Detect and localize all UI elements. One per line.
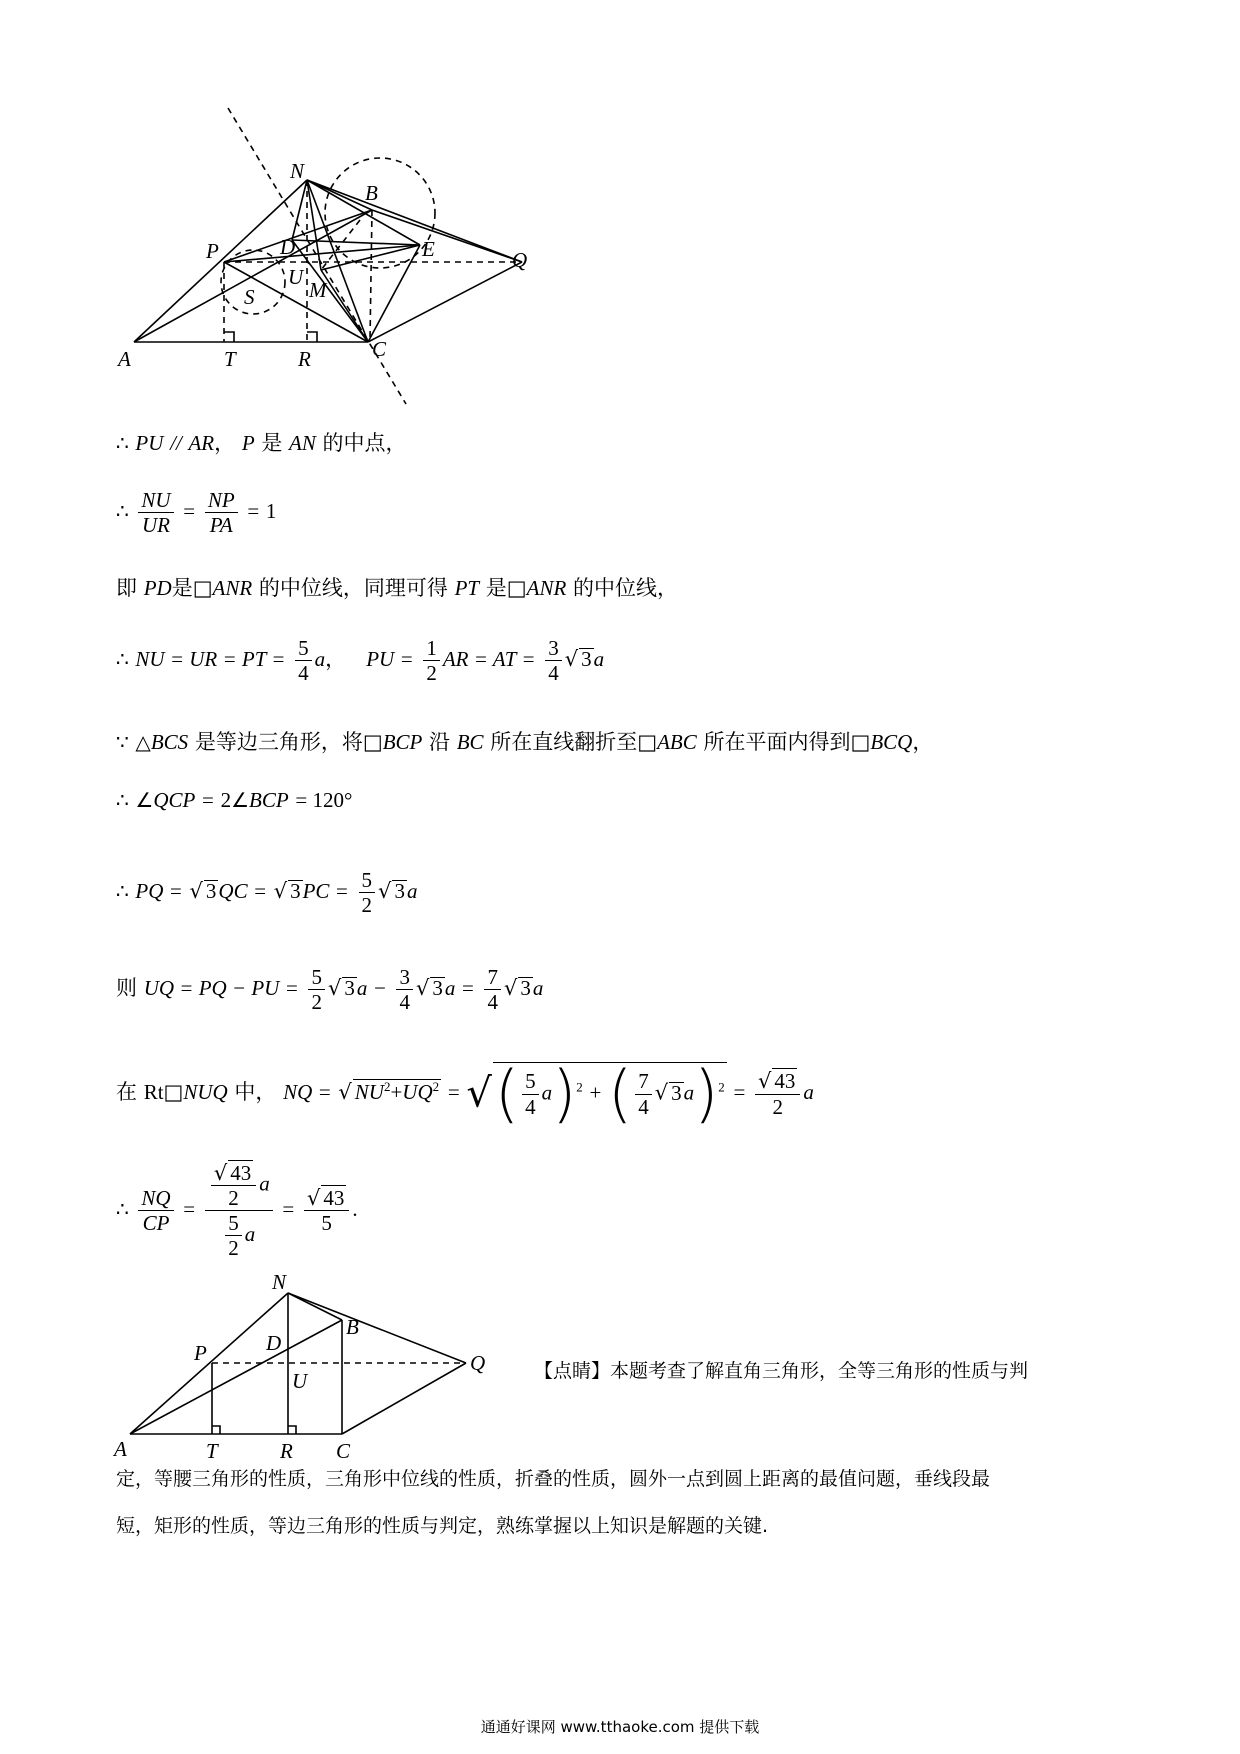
step-line-4: ∴ NU = UR = PT = $\frac{5}{4}$ a， PU = $\frac{1}{2}$ AR = AT = $\frac{3}{4}$ √ 3a — [116, 636, 605, 686]
label-Q: Q — [512, 248, 528, 272]
label-U: U — [288, 265, 304, 289]
label2-T: T — [206, 1439, 218, 1463]
comment-line-1: 【点睛】本题考查了解直角三角形，全等三角形的性质与判 — [534, 1360, 1029, 1382]
label2-P: P — [194, 1341, 207, 1365]
step-line-7: ∴ PQ = √ 3QC = √ 3PC = $\frac{5}{2}$ √ 3a — [116, 868, 418, 918]
label2-B: B — [346, 1315, 359, 1339]
label-B: B — [365, 181, 378, 205]
label2-Q: Q — [470, 1351, 486, 1375]
label-S: S — [244, 285, 255, 309]
label-T: T — [224, 347, 236, 371]
label-D: D — [280, 235, 296, 259]
step-line-8: 则 UQ = PQ − PU = $\frac{5}{2}$ √ 3a − $\frac{3}{4}$ √ 3a = $\frac{7}{4}$ √ 3a — [116, 965, 544, 1015]
fraction-nu-ur: $\frac{NU}{UR}$ — [138, 488, 173, 537]
step-line-3: 即 PD是□ANR 的中位线，同理可得 PT 是□ANR 的中位线， — [116, 576, 678, 600]
label-P: P — [206, 239, 219, 263]
label-M: M — [309, 278, 327, 302]
label2-R: R — [280, 1439, 293, 1463]
geometry-figure-bottom — [110, 1272, 510, 1472]
label-R: R — [298, 347, 311, 371]
label-E: E — [422, 237, 435, 261]
fraction-np-pa: $\frac{NP}{PA}$ — [205, 488, 238, 537]
label-N: N — [290, 159, 305, 183]
label2-C: C — [336, 1439, 351, 1463]
step-line-5: ∵ △BCS 是等边三角形，将□BCP 沿 BC 所在直线翻折至□ABC 所在平面内得到□BCQ， — [116, 730, 934, 754]
label2-D: D — [266, 1331, 282, 1355]
geometry-figure-top — [100, 88, 660, 408]
comment-line-3: 短，矩形的性质，等边三角形的性质与判定，熟练掌握以上知识是解题的关键. — [116, 1515, 769, 1537]
label-A: A — [118, 347, 131, 371]
label2-U: U — [292, 1369, 308, 1393]
step-line-9: 在 Rt□NUQ 中， NQ = √ $NU^2+UQ^2$ = √( $\frac{5}{4}$ a)$^2$ + ( $\frac{7}{4}$ √ 3a)$^2$ = $\frac{√ 43}{2}$ a — [116, 1057, 814, 1130]
step-line-6: ∴ ∠QCP = 2∠BCP = 120° — [116, 788, 353, 812]
label2-N: N — [272, 1272, 287, 1294]
label-C: C — [372, 337, 387, 361]
step-line-10: ∴ $\frac{NQ}{CP}$ = $\frac{√ 43}{2}$ a $\frac{5}{2}$ a = $\frac{√ 43}{5}$ . — [116, 1161, 358, 1261]
comment-line-2: 定，等腰三角形的性质，三角形中位线的性质，折叠的性质，圆外一点到圆上距离的最值问题，垂线段最 — [116, 1468, 991, 1490]
step-line-2: ∴ $\frac{NU}{UR}$ = $\frac{NP}{PA}$ = 1 — [116, 488, 277, 538]
label2-A: A — [114, 1437, 127, 1461]
compound-fraction: $\frac{√ 43}{2}$ a $\frac{5}{2}$ a — [205, 1160, 273, 1261]
page-footer: 通通好课网 www.tthaoke.com 提供下载 — [480, 1718, 760, 1736]
step-line-1: ∴ PU // AR， P 是 AN 的中点， — [116, 431, 407, 455]
